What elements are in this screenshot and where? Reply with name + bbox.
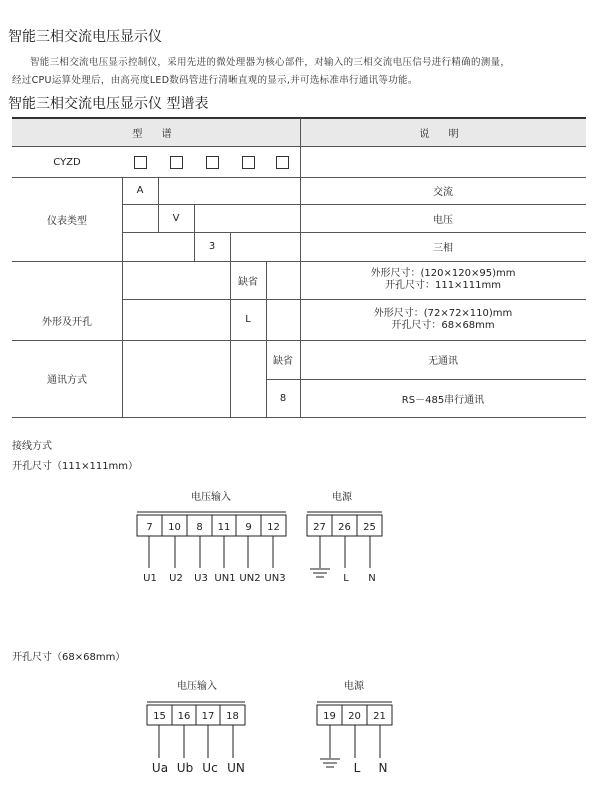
terminal-11: 11	[217, 522, 231, 533]
lead-l: L	[343, 573, 349, 584]
terminal-9: 9	[245, 522, 252, 533]
power-label-2: 电源	[344, 681, 364, 692]
code-box	[134, 156, 147, 169]
shape-l-cutout: 开孔尺寸：68×68mm	[391, 319, 495, 331]
lead-ua: Ua	[151, 761, 169, 775]
comm-default: 缺省	[273, 356, 293, 367]
table-title: 智能三相交流电压显示仪 型谱表	[8, 96, 209, 112]
lead-u3: U3	[194, 573, 208, 584]
terminal-27: 27	[313, 522, 326, 533]
lead-u1: U1	[143, 573, 157, 584]
code-box	[276, 156, 289, 169]
code-box	[170, 156, 183, 169]
doc-description-line-1: 智能三相交流电压显示控制仪，采用先进的微处理器为核心部件，对输入的三相交流电压信号进行精确的测量，	[30, 57, 511, 68]
shape-l-outline: 外形尺寸：(72×72×110)mm	[373, 307, 513, 319]
terminal-17: 17	[201, 711, 215, 722]
terminal-26: 26	[338, 522, 351, 533]
row-label-type: 仪表类型	[47, 215, 87, 227]
desc-v: 电压	[433, 214, 453, 226]
code-8: 8	[279, 392, 287, 404]
shape-default: 缺省	[238, 276, 258, 288]
lead-uc: Uc	[202, 761, 218, 775]
lead-n: N	[368, 573, 376, 584]
lead-l-2: L	[353, 761, 361, 775]
terminal-25: 25	[363, 522, 376, 533]
terminal-19: 19	[323, 711, 336, 722]
lead-un1: UN1	[214, 573, 236, 584]
table-line	[122, 340, 123, 417]
code-v: V	[172, 212, 180, 224]
code-3: 3	[208, 241, 216, 252]
lead-ub: Ub	[176, 761, 194, 775]
code-a: A	[136, 185, 144, 196]
comm-default-desc: 无通讯	[428, 356, 458, 367]
power-label-1: 电源	[332, 492, 352, 503]
lead-un2: UN2	[239, 573, 261, 584]
lead-un3: UN3	[264, 573, 286, 584]
terminal-7: 7	[146, 522, 153, 533]
voltage-input-label-2: 电压输入	[177, 681, 217, 692]
terminal-21: 21	[373, 711, 386, 722]
voltage-input-label-1: 电压输入	[191, 492, 231, 503]
row-label-comm: 通讯方式	[47, 375, 87, 386]
doc-description-line-2: 经过CPU运算处理后，由高亮度LED数码管进行清晰直观的显示,并可选标准串行通讯等功能。	[12, 75, 418, 86]
wiring-section-1: 开孔尺寸（111×111mm）	[12, 461, 139, 472]
wiring-diagram-1	[0, 500, 600, 600]
header-description: 说 明	[419, 128, 467, 140]
doc-title: 智能三相交流电压显示仪	[8, 29, 162, 45]
terminal-16: 16	[177, 711, 191, 722]
lead-un: UN	[227, 761, 245, 775]
terminal-8: 8	[196, 522, 203, 533]
shape-default-cutout: 开孔尺寸：111×111mm	[384, 280, 502, 291]
terminal-18: 18	[226, 711, 239, 722]
model-code: CYZD	[53, 156, 81, 168]
desc-a: 交流	[433, 187, 453, 198]
wiring-diagram-2	[0, 690, 600, 790]
comm-8-desc: RS－485串行通讯	[401, 394, 485, 406]
wiring-title: 接线方式	[12, 441, 52, 452]
code-box	[242, 156, 255, 169]
header-model: 型 谱	[132, 128, 180, 140]
shape-default-outline: 外形尺寸：(120×120×95)mm	[370, 268, 516, 279]
lead-u2: U2	[169, 573, 183, 584]
lead-n-2: N	[378, 761, 388, 775]
terminal-10: 10	[168, 522, 181, 533]
desc-3: 三相	[433, 243, 453, 254]
code-l: L	[245, 314, 251, 325]
terminal-12: 12	[267, 522, 280, 533]
terminal-20: 20	[348, 711, 361, 722]
shape-default-desc	[300, 261, 586, 299]
code-box	[206, 156, 219, 169]
shape-l-desc	[300, 299, 586, 340]
terminal-15: 15	[153, 711, 166, 722]
row-label-shape: 外形及开孔	[42, 316, 92, 328]
table-bottom-border	[12, 417, 586, 418]
wiring-section-2: 开孔尺寸（68×68mm）	[12, 652, 126, 663]
